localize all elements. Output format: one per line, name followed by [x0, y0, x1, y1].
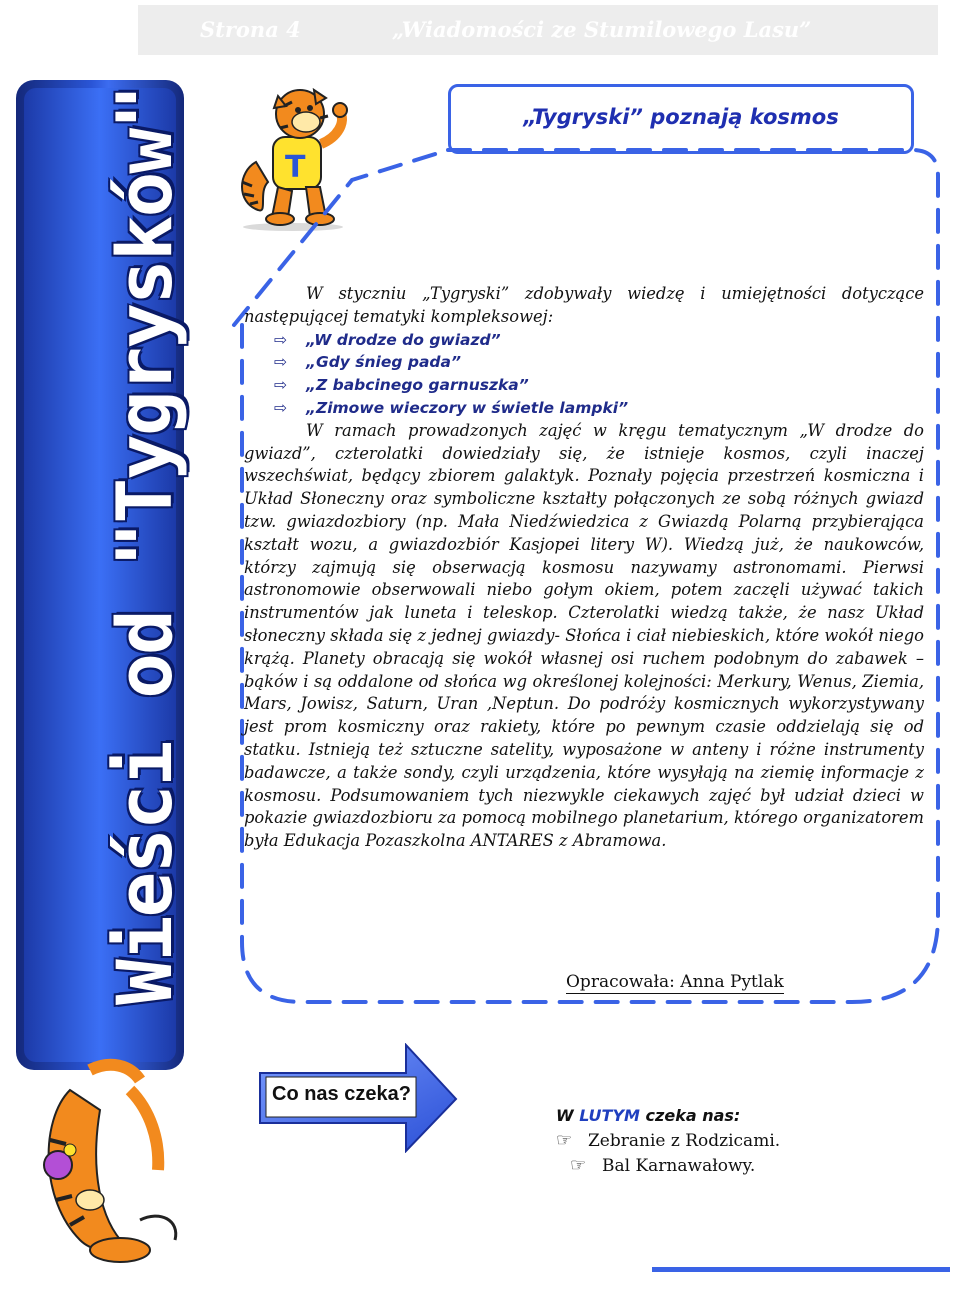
topic-item	[244, 374, 924, 397]
article-author: Opracowała: Anna Pytlak	[566, 972, 784, 992]
upcoming-events	[556, 1106, 780, 1180]
upcoming-item	[570, 1155, 780, 1176]
topic-label: „Z babcinego garnuszka”	[306, 376, 529, 395]
article-body	[244, 283, 924, 853]
upcoming-item	[556, 1130, 780, 1151]
arrow-right-icon: ⇨	[274, 398, 287, 417]
topic-list	[244, 329, 924, 420]
upcoming-title-suffix: czeka nas:	[645, 1106, 741, 1125]
upcoming-title	[556, 1106, 780, 1125]
svg-text:T: T	[285, 150, 306, 185]
newspaper-title: „Wiadomości ze Stumilowego Lasu”	[392, 17, 812, 42]
topic-label: „W drodze do gwiazd”	[306, 330, 501, 349]
upcoming-item-label: Zebranie z Rodzicami.	[588, 1130, 781, 1151]
arrow-right-icon: ⇨	[274, 330, 287, 349]
arrow-right-icon: ⇨	[274, 353, 287, 372]
upcoming-title-prefix: W	[556, 1106, 574, 1125]
header-bar	[138, 5, 938, 55]
side-banner-title: Wieści od "Tygrysków"	[100, 86, 189, 1005]
topic-item	[244, 397, 924, 420]
article-title: „Tygryski” poznają kosmos	[523, 105, 839, 129]
topic-label: „Gdy śnieg pada”	[306, 353, 461, 372]
arrow-right-icon: ⇨	[274, 376, 287, 395]
upcoming-month: LUTYM	[579, 1106, 640, 1125]
article-intro: W styczniu „Tygryski” zdobywały wiedzę i umiejętności dotyczące następującej tematyki kompleksowej:	[244, 284, 924, 326]
topic-item	[244, 329, 924, 352]
bottom-accent-line	[652, 1267, 950, 1272]
topic-label: „Zimowe wieczory w świetle lampki”	[306, 398, 629, 417]
pointing-hand-icon: ☞	[556, 1130, 573, 1151]
next-arrow-label: Co nas czeka?	[272, 1083, 411, 1105]
upcoming-item-label: Bal Karnawałowy.	[602, 1155, 756, 1176]
page-number: Strona 4	[200, 17, 301, 42]
article-paragraph: W ramach prowadzonych zajęć w kręgu tematycznym „W drodze do gwiazd”, czterolatki dowiedziały się, że istnieje kosmos, czyli inaczej wszechświat, będący zbiorem galaktyk. Poznały pojęcia przestrzeń kosmiczna i Układ Słoneczny oraz symboliczne kształty połączonych ze sobą różnych gwiazd tzw. gwiazdozbiory (np. Mała Niedźwiedzica z Gwiazdą Polarną przybierająca kształt wozu, a gwiazdozbiór Kasjopei litery W). Wiedzą już, że naukowców, którzy zajmują się obserwacją kosmosu nazywamy astronomami. Pierwsi astronomowie obserwowali niebo gołym okiem, potem zaczęli używać takich instrumentów jak luneta i teleskop. Czterolatki wiedzą także, że nasz Układ słoneczny składa się z jednej gwiazdy- Słońca i ciał niebieskich, które wokół niego krążą. Planety obracają się wokół własnej osi ruchem podobnym do zabawek – bąków i są oddalone od słońca wg określonej kolejności: Merkury, Wenus, Ziemia, Mars, Jowisz, Saturn, Uran ,Neptun. Do podróży kosmicznych wykorzystywany jest prom kosmiczny oraz rakiety, które po pewnym czasie oddzielają się od statku. Istnieją też sztuczne satelity, wyposażone w anteny i różne instrumenty badawcze, a także sondy, czyli urządzenia, które wysyłają na ziemię informacje z kosmosu. Podsumowaniem tych niezwykle ciekawych zajęć był udział dzieci w pokazie gwiazdozbioru za pomocą mobilnego planetarium, którego organizatorem była Edukacja Pozaszkolna ANTARES z Abramowa.	[244, 420, 924, 851]
pointing-hand-icon: ☞	[570, 1155, 587, 1176]
topic-item	[244, 351, 924, 374]
tigger-bottom-illustration	[30, 1050, 190, 1270]
